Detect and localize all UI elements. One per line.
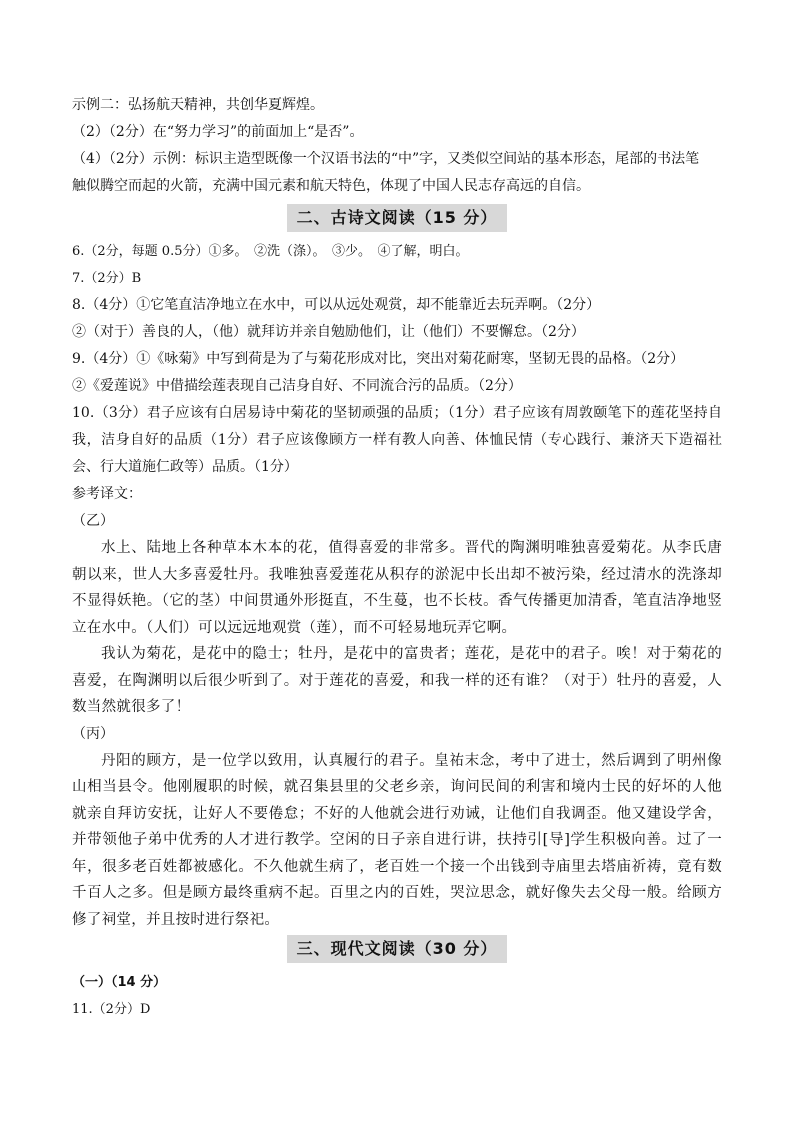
translation-bing-label: （丙）	[72, 725, 114, 742]
answer-11: 11.（2分）D	[72, 1002, 151, 1017]
subsection-one-label: （一）（14 分）	[72, 975, 167, 990]
answer-4-line-1: （4）（2分）示例：标识主造型既像一个汉语书法的“中”字，又类似空间站的基本形态，尾部的书法笔	[72, 151, 700, 167]
translation-yi-paragraph-2: 我认为菊花，是花中的隐士；牡丹，是花中的富贵者；莲花，是花中的君子。唉！对于菊花的喜爱，在陶渊明以后很少听到了。对于莲花的喜爱，和我一样的还有谁？（对于）牡丹的喜爱，人数当然就很多了！	[72, 646, 722, 715]
answer-6: 6.（2分，每题 0.5分）①多。 ②洗（涤）。 ③少。 ④了解，明白。	[72, 244, 469, 259]
answer-10: 10.（3分）君子应该有白居易诗中菊花的坚韧顽强的品质；（1分）君子应该有周敦颐笔下的莲花坚持自我，洁身自好的品质（1分）君子应该像顾方一样有教人向善、体恤民情（专心践行、兼济天下造福社会、行大道施仁政等）品质。（1分）	[72, 405, 722, 475]
answer-8-part-1: 8.（4分）①它笔直洁净地立在水中，可以从远处观赏，却不能靠近去玩弄啊。（2分）	[72, 297, 601, 313]
translation-yi-paragraph-1: 水上、陆地上各种草本木本的花，值得喜爱的非常多。晋代的陶渊明唯独喜爱菊花。从李氏唐朝以来，世人大多喜爱牡丹。我唯独喜爱莲花从积存的淤泥中长出却不被污染，经过清水的洗涤却不显得妖艳。（它的茎）中间贯通外形挺直，不生蔓，也不长枝。香气传播更加清香，笔直洁净地竖立在水中。（人们）可以远远地观赏（莲），而不可轻易地玩弄它啊。	[72, 540, 722, 636]
section-title-modern: 三、现代文阅读（30 分）	[287, 935, 508, 963]
section-heading-classical	[72, 204, 722, 234]
answer-7: 7.（2分）B	[72, 271, 142, 286]
reference-translation-title: 参考译文：	[72, 486, 142, 502]
translation-bing-paragraph: 丹阳的顾方，是一位学以致用，认真履行的君子。皇祐末念，考中了进士，然后调到了明州像山相当县令。他刚履职的时候，就召集县里的父老乡亲，询问民间的利害和境内士民的好坏的人他就亲自拜访安抚，让好人不要倦怠；不好的人他就会进行劝诫，让他们自我调歪。他又建设学舍，并带领他子弟中优秀的人才进行教学。空闲的日子亲自进行讲，扶持引[导]学生积极向善。过了一年，很多老百姓都被感化。不久他就生病了，老百姓一个接一个出钱到寺庙里去塔庙祈祷，竟有数千百人之多。但是顾方最终重病不起。百里之内的百姓，哭泣思念，就好像失去父母一般。给顾方修了祠堂，并且按时进行祭祀。	[72, 752, 722, 928]
example-two-line: 示例二：弘扬航天精神，共创华夏辉煌。	[72, 97, 324, 113]
answer-4-line-2: 触似腾空而起的火箭，充满中国元素和航天特色，体现了中国人民志存高远的自信。	[72, 178, 590, 194]
answer-2-line: （2）（2分）在“努力学习”的前面加上“是否”。	[72, 124, 364, 140]
translation-yi-label: （乙）	[72, 513, 114, 529]
answer-9-part-2: ②《爱莲说》中借描绘莲表现自己洁身自好、不同流合污的品质。（2分）	[72, 378, 522, 394]
answer-9-part-1: 9.（4分）①《咏菊》中写到荷是为了与菊花形成对比，突出对菊花耐寒，坚韧无畏的品格。（2分）	[72, 351, 685, 367]
section-heading-modern	[72, 935, 722, 965]
answer-page	[72, 92, 722, 1023]
section-title-classical: 二、古诗文阅读（15 分）	[287, 204, 508, 232]
answer-8-part-2: ②（对于）善良的人，（他）就拜访并亲自勉励他们，让（他们）不要懈怠。（2分）	[72, 324, 585, 340]
